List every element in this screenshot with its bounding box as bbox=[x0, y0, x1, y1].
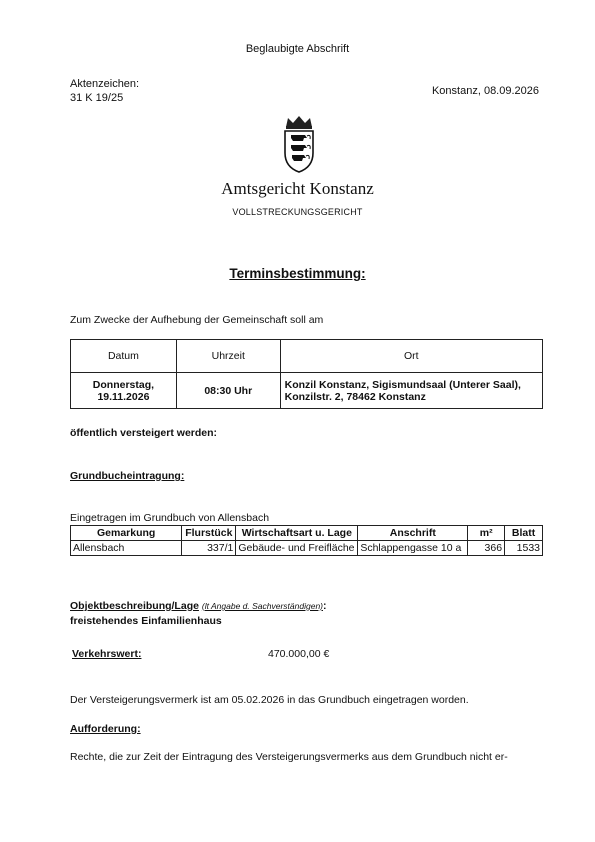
objekt-value: freistehendes Einfamilienhaus bbox=[70, 615, 222, 627]
table-row bbox=[71, 541, 543, 556]
intro-text: Zum Zwecke der Aufhebung der Gemeinschaft soll am bbox=[70, 314, 324, 326]
gb-header-flurstueck: Flurstück bbox=[182, 526, 236, 541]
gb-header-gemarkung: Gemarkung bbox=[71, 526, 182, 541]
datum-weekday: Donnerstag, bbox=[92, 378, 155, 391]
objekt-heading-colon: : bbox=[323, 600, 327, 612]
termin-table-row bbox=[71, 373, 543, 409]
vermerk-text: Der Versteigerungsvermerk ist am 05.02.2026 in das Grundbuch eingetragen worden. bbox=[70, 694, 469, 706]
aufforderung-text: Rechte, die zur Zeit der Eintragung des Versteigerungsvermerks aus dem Grundbuch nicht er- bbox=[70, 751, 508, 763]
header-datum: Datum bbox=[71, 340, 177, 373]
gb-header-blatt: Blatt bbox=[505, 526, 543, 541]
grundbuch-table bbox=[70, 525, 543, 556]
grundbuch-intro: Eingetragen im Grundbuch von Allensbach bbox=[70, 512, 270, 524]
court-name: Amtsgericht Konstanz bbox=[221, 179, 374, 198]
termin-table bbox=[70, 339, 543, 409]
termin-table-header bbox=[71, 340, 543, 373]
gb-blatt: 1533 bbox=[505, 541, 543, 556]
header-ort: Ort bbox=[280, 340, 542, 373]
gb-header-anschrift: Anschrift bbox=[358, 526, 468, 541]
gb-m2: 366 bbox=[468, 541, 505, 556]
gb-anschrift: Schlappengasse 10 a bbox=[358, 541, 468, 556]
grundbuch-heading: Grundbucheintragung: bbox=[70, 470, 185, 482]
objekt-heading-note: (lt Angabe d. Sachverständigen) bbox=[201, 601, 323, 611]
gb-header-wirtschaftsart: Wirtschaftsart u. Lage bbox=[236, 526, 358, 541]
objekt-heading bbox=[70, 600, 327, 612]
aktenzeichen-value: 31 K 19/25 bbox=[70, 92, 124, 104]
aktenzeichen-label: Aktenzeichen: bbox=[70, 78, 140, 90]
gb-gemarkung: Allensbach bbox=[71, 541, 182, 556]
cell-ort: Konzil Konstanz, Sigismundsaal (Unterer Saal), Konzilstr. 2, 78462 Konstanz bbox=[280, 373, 542, 409]
verkehrswert-value: 470.000,00 € bbox=[268, 648, 330, 660]
verkehrswert-label: Verkehrswert: bbox=[72, 648, 142, 660]
place-date: Konstanz, 08.09.2026 bbox=[431, 85, 539, 97]
versteigert-text: öffentlich versteigert werden: bbox=[70, 427, 218, 439]
cell-datum bbox=[71, 373, 177, 409]
gb-wirtschaftsart: Gebäude- und Freifläche bbox=[236, 541, 358, 556]
objekt-heading-label: Objektbeschreibung/Lage bbox=[70, 600, 199, 612]
aufforderung-heading: Aufforderung: bbox=[70, 723, 141, 735]
cell-uhrzeit: 08:30 Uhr bbox=[176, 373, 280, 409]
datum-date: 19.11.2026 bbox=[97, 390, 150, 403]
header-uhrzeit: Uhrzeit bbox=[176, 340, 280, 373]
gb-header-m2: m² bbox=[468, 526, 505, 541]
document-title: Terminsbestimmung: bbox=[229, 266, 366, 281]
coat-of-arms-icon bbox=[280, 115, 318, 173]
gb-flurstueck: 337/1 bbox=[182, 541, 236, 556]
grundbuch-table-header bbox=[71, 526, 543, 541]
header-title: Beglaubigte Abschrift bbox=[245, 43, 350, 55]
court-subtitle: VOLLSTRECKUNGSGERICHT bbox=[232, 207, 363, 217]
